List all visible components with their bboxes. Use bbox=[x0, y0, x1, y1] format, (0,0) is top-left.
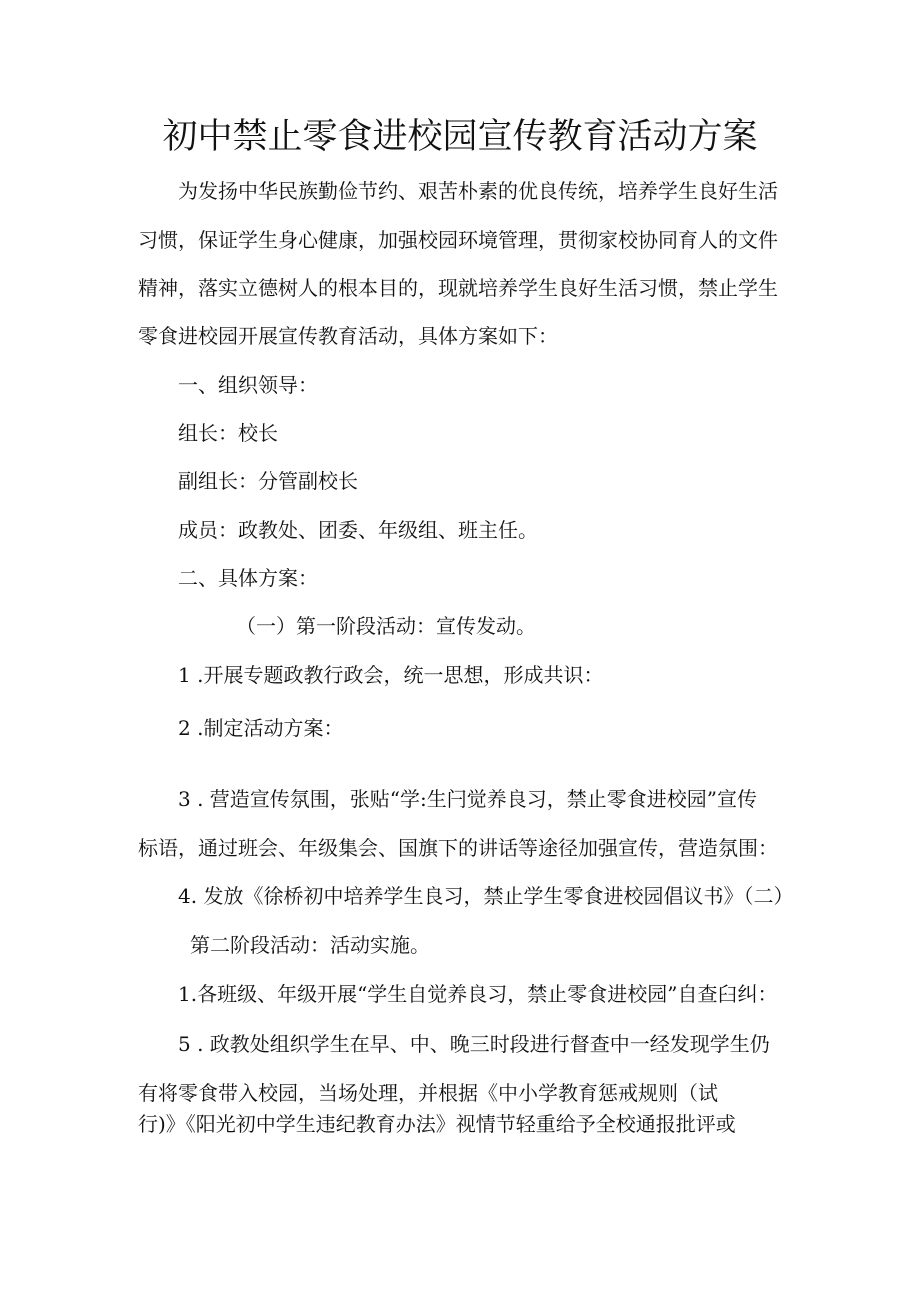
deputy-leader-line: 副组长：分管副校长 bbox=[178, 469, 358, 493]
section-heading-plan: 二、具体方案： bbox=[178, 566, 318, 590]
phase-two-heading: 第二阶段活动：活动实施。 bbox=[190, 933, 430, 957]
members-line: 成员：政教处、团委、年级组、班主任。 bbox=[178, 518, 538, 542]
body-line-2: 习惯，保证学生身心健康，加强校园环境管理，贯彻家校协同育人的文件 bbox=[138, 228, 778, 252]
phase-two-item-5-line-2: 有将零食带入校园，当场处理，并根据《中小学教育惩戒规则（试 bbox=[138, 1081, 718, 1105]
plan-item-4: 4. 发放《徐桥初中培养学生良习，禁止学生零食进校园倡议书》（二） bbox=[178, 884, 794, 908]
phase-one-heading: （一）第一阶段活动：宣传发动。 bbox=[236, 614, 536, 638]
body-line-4: 零食进校园开展宣传教育活动，具体方案如下： bbox=[138, 324, 558, 348]
leader-line: 组长：校长 bbox=[178, 421, 278, 445]
plan-item-2: 2 .制定活动方案： bbox=[178, 716, 344, 740]
phase-two-item-5-line-1: 5 . 政教处组织学生在早、中、晚三时段进行督查中一经发现学生仍 bbox=[178, 1032, 770, 1056]
body-line-1: 为发扬中华民族勤俭节约、艰苦朴素的优良传统，培养学生良好生活 bbox=[178, 179, 778, 203]
phase-two-item-5-line-3: 行)》《阳光初中学生违纪教育办法》视情节轻重给予全校通报批评或 bbox=[138, 1112, 736, 1136]
plan-item-3-line-1: 3 . 营造宣传氛围，张贴“学:生闩觉养良习，禁止零食进校园”宣传 bbox=[178, 787, 757, 811]
plan-item-3-line-2: 标语，通过班会、年级集会、国旗下的讲话等途径加强宣传，营造氛围： bbox=[138, 836, 778, 860]
section-heading-organization: 一、组织领导： bbox=[178, 373, 318, 397]
phase-two-item-1: 1.各班级、年级开展“学生自觉养良习，禁止零食进校园”自查臼纠： bbox=[178, 982, 778, 1006]
document-title: 初中禁止零食进校园宣传教育活动方案 bbox=[162, 117, 758, 157]
body-line-3: 精神，落实立德树人的根本目的，现就培养学生良好生活习惯，禁止学生 bbox=[138, 276, 778, 300]
plan-item-1: 1 .开展专题政教行政会，统一思想，形成共识： bbox=[178, 663, 604, 687]
